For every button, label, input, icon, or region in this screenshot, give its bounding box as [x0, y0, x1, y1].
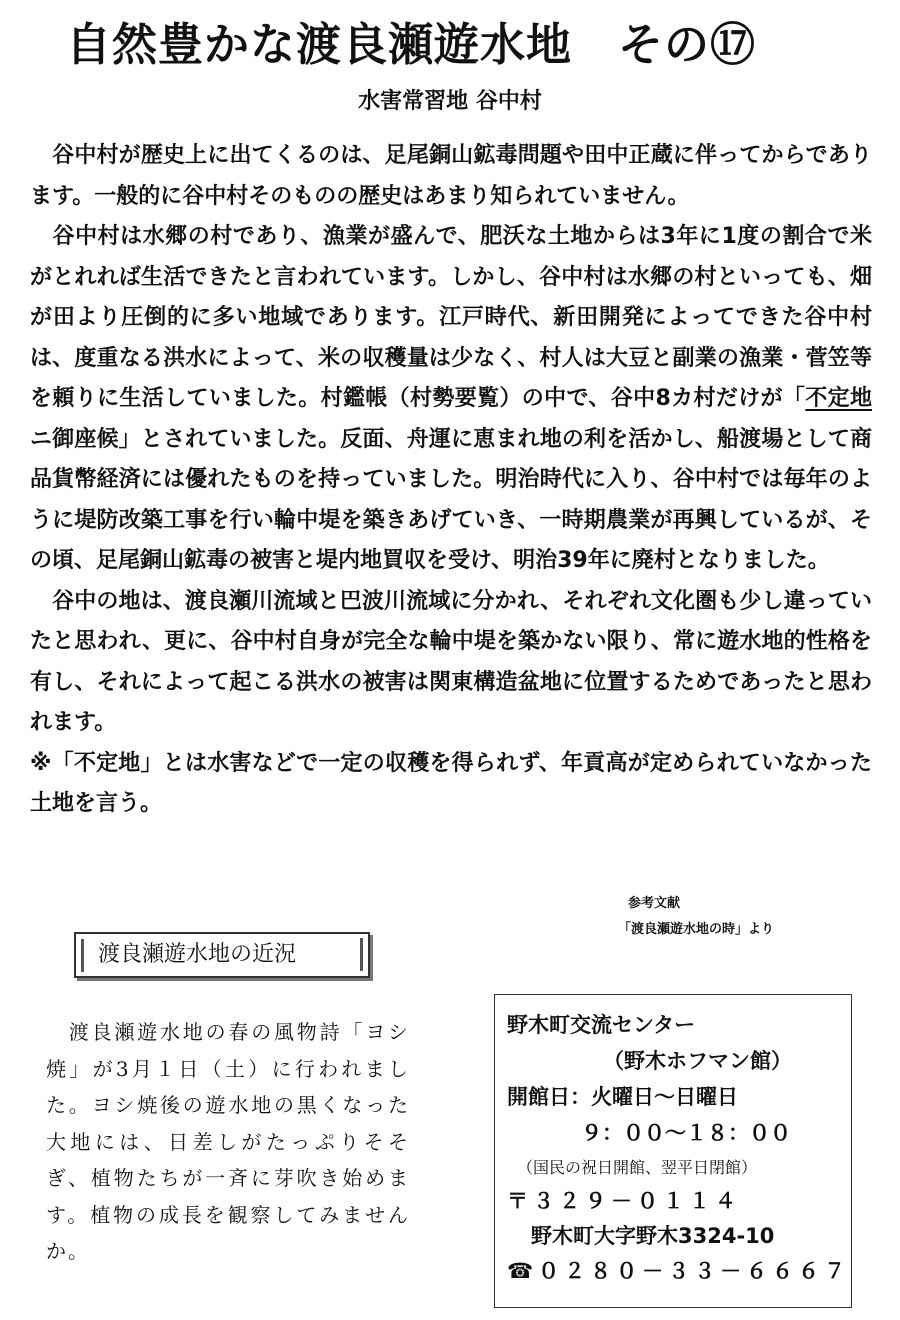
reference-source: 「渡良瀬遊水地の時」より [618, 922, 775, 937]
center-alias: （野木ホフマン館） [603, 1049, 792, 1073]
paragraph-1: 谷中村が歴史上に出てくるのは、足尾銅山鉱毒問題や田中正蔵に伴ってからであります。一般的に谷中村そのものの歴史はあまり知られていません。 [30, 143, 872, 209]
underlined-term: 不定地 [805, 386, 872, 411]
recent-news-heading [74, 932, 370, 978]
info-box [494, 994, 852, 1308]
holiday-note: （国民の祝日開館、翌平日閉館） [517, 1158, 758, 1177]
page-title: 自然豊かな渡良瀬遊水地 その⑰ [66, 18, 757, 71]
article-subtitle: 水害常習地 谷中村 [358, 89, 542, 114]
recent-news-heading-text: 渡良瀬遊水地の近況 [98, 942, 297, 967]
paragraph-3: 谷中の地は、渡良瀬川流域と巴波川流域に分かれ、それぞれ文化圏も少し違っていたと思われ、更に、谷中村自身が完全な輪中堤を築かない限り、常に遊水地的性格を有し、それによって起こる洪水の被害は関東構造盆地に位置するためであったと思われます。 [30, 588, 872, 735]
paragraph-2-start: 谷中村は水郷の村であり、漁業が盛んで、肥沃な土地からは3年に1度の割合で米がとれれば生活できたと言われています。しかし、谷中村は水郷の村といっても、畑が田より圧倒的に多い地域であります。江戸時代、新田開発によってできた谷中村は、度重なる洪水によって、米の収穫量は少なく、村人は大豆と副業の漁業・菅笠等を頼りに生活していました。村鑑帳（村勢要覧）の中で、谷中8カ村だけが「 [30, 224, 872, 411]
opening-hours: ９：００～１８：００ [581, 1121, 791, 1145]
postal-code: 〒３２９－０１１４ [507, 1189, 741, 1213]
opening-days: 開館日：火曜日～日曜日 [507, 1085, 738, 1109]
recent-news-text: 渡良瀬遊水地の春の風物詩「ヨシ焼」が3月１日（土）に行われました。ヨシ焼後の遊水地の黒くなった大地には、日差しがたっぷりそそぎ、植物たちが一斉に芽吹き始めます。植物の成長を観察してみませんか。 [46, 1020, 410, 1263]
footnote: ※「不定地」とは水害などで一定の収穫を得られず、年貢高が定められていなかった土地を言う。 [30, 750, 872, 816]
article-body [30, 136, 872, 825]
center-name: 野木町交流センター [507, 1013, 696, 1037]
reference-label: 参考文献 [628, 896, 681, 911]
paragraph-2 [30, 217, 872, 582]
paragraph-2-end: ニ御座候」とされていました。反面、舟運に恵まれ地の利を活かし、船渡場として商品貨幣経済には優れたものを持っていました。明治時代に入り、谷中村では毎年のように堤防改築工事を行い輪中堤を築きあげていき、一時期農業が再興しているが、その頃、足尾銅山鉱毒の被害と堤内地買収を受け、明治39年に廃村となりました。 [30, 426, 872, 573]
address: 野木町大字野木3324-10 [531, 1224, 775, 1248]
phone-number: ☎０２８０－３３－６６６７ [507, 1259, 851, 1283]
